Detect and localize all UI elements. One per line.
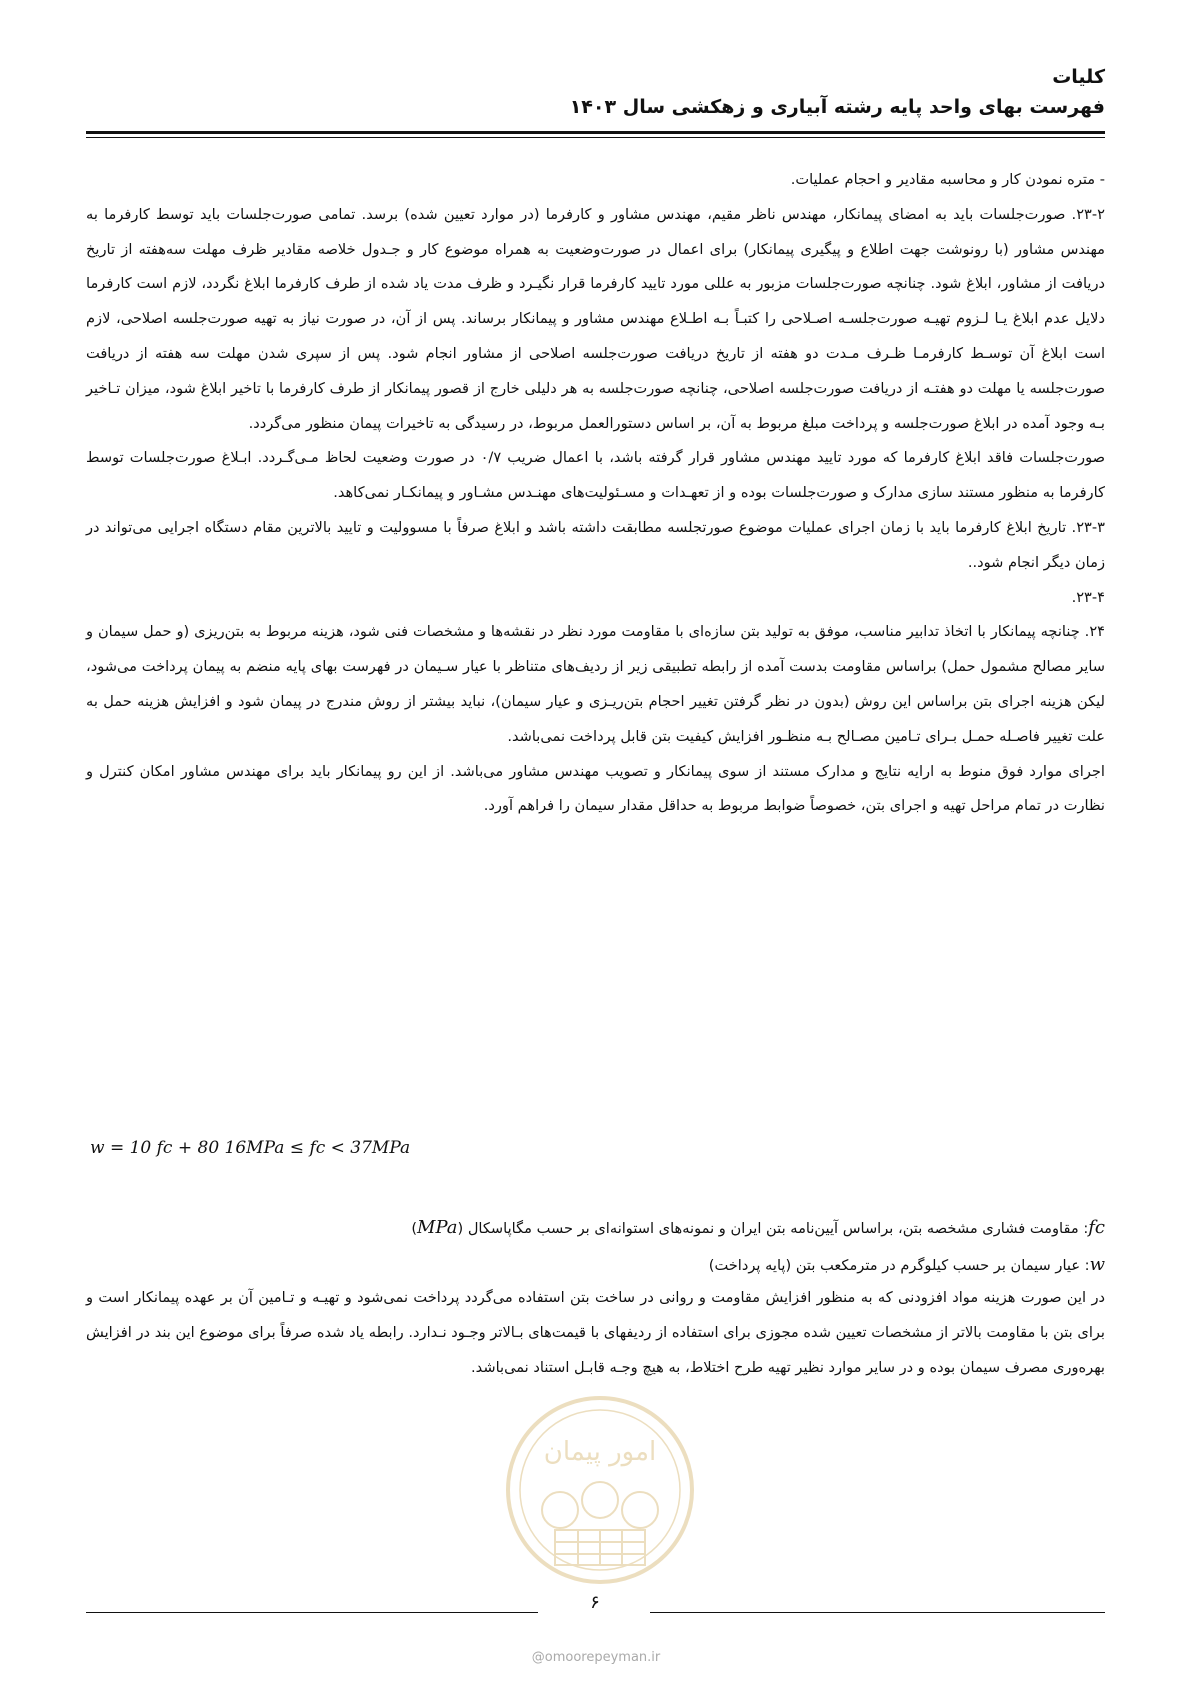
document-body (86, 163, 1105, 824)
paragraph: ۲۴. چنانچه پیمانکار با اتخاذ تدابیر مناسب، موفق به تولید بتن سازه‌ای با مقاومت مورد نظر در نقشه‌ها و مشخصات فنی شود، هزینه مربوط به بتن‌ریزی (و حمل سیمان و سایر مصالح مشمول حمل) براساس مقاومت بدست آمده از رابطه تطبیقی زیر از ردیف‌های متناظر با عیار سـیمان در فهرست بهای پایه منضم به پیمان پرداخت می‌شود، لیکن هزینه اجرای بتن براساس این روش (بدون در نظر گرفتن تغییر احجام بتن‌ریـزی و عیار سیمان)، نباید بیشتر از روش مندرج در پیمان شود و افزایش هزینه حمل به علت تغییر فاصـله حمـل بـرای تـامین مصـالح بـه منظـور افزایش کیفیت بتن قابل پرداخت نمی‌باشد. (86, 623, 1105, 745)
concrete-cement-formula: w = 10 fc + 80 16MPa ≤ fc < 37MPa (90, 1138, 411, 1158)
formula-definitions (86, 1210, 1105, 1284)
header-rule-thin (86, 137, 1105, 138)
paragraph: ۲۳-۲. صورت‌جلسات باید به امضای پیمانکار، مهندس ناظر مقیم، مهندس مشاور و کارفرما (در موارد تعیین شده) برسد. تمامی صورت‌جلسات باید توسط کارفرما به مهندس مشاور (با رونوشت جهت اطلاع و پیگیری پیمانکار) برای اعمال در صورت‌وضعیت به همراه موضوع کار و جـدول خلاصه مقادیر ظرف مهلت سه‌هفته از تاریخ دریافت از مشاور، ابلاغ شود. چنانچه صورت‌جلسات مزبور به عللی مورد تایید کارفرما قرار نگیـرد و ظرف مدت یاد شده از طرف کارفرما ابلاغ نگردد، لازم است کارفرما دلایل عدم ابلاغ یـا لـزوم تهیـه صورت‌جلسـه اصـلاحی را کتبـاً بـه اطـلاع مهندس مشاور و پیمانکار برساند. پس از آن، در صورت نیاز به تهیه صورت‌جلسه اصلاحی، لازم است ابلاغ آن توسـط کارفرمـا ظـرف مـدت دو هفته از تاریخ دریافت صورت‌جلسه اصلاحی از مشاور انجام شود. پس از سپری شدن مهلت سه هفته از دریافت صورت‌جلسه یا مهلت دو هفتـه از دریافت صورت‌جلسه اصلاحی، چنانچه صورت‌جلسه به هر دلیلی خارج از قصور پیمانکار از طرف کارفرما با تاخیر ابلاغ شود، میزان تـاخیر بـه وجود آمده در ابلاغ صورت‌جلسه و پرداخت مبلغ مربوط به آن، بر اساس دستورالعمل مربوط، در رسیدگی به تاخیرات پیمان منظور می‌گردد. (86, 205, 1105, 432)
header-title: کلیات (1052, 66, 1105, 88)
definition-w-text: : عیار سیمان بر حسب کیلوگرم در مترمکعب بتن (پایه پرداخت) (708, 1257, 1090, 1274)
header-subtitle: فهرست بهای واحد پایه رشته آبیاری و زهکشی سال ۱۴۰۳ (569, 96, 1105, 118)
paragraph: اجرای موارد فوق منوط به ارایه نتایج و مدارک مستند از سوی پیمانکار و تصویب مهندس مشاور می‌باشد. از این رو پیمانکار باید برای مهندس مشاور امکان کنترل و نظارت در تمام مراحل تهیه و اجرای بتن، خصوصاً ضوابط مربوط به حداقل مقدار سیمان را فراهم آورد. (86, 762, 1105, 815)
omoorepeyman-watermark-logo (500, 1390, 700, 1590)
website-watermark: @omoorepeyman.ir (531, 1650, 661, 1665)
definition-fc (86, 1210, 1105, 1247)
page-header (86, 62, 1105, 122)
unit-mpa: MPa (417, 1217, 458, 1238)
watermark-text: امور پیمان (543, 1437, 657, 1467)
definition-w (86, 1247, 1105, 1284)
page-number: ۶ (590, 1592, 600, 1613)
paragraph: ۲۳-۴. (1071, 588, 1105, 606)
closing-text (86, 1281, 1105, 1385)
symbol-fc: fc (1088, 1217, 1105, 1238)
paragraph: صورت‌جلسات فاقد ابلاغ کارفرما که مورد تایید مهندس مشاور قرار گرفته باشد، با اعمال ضریب ۰/۷ در صورت وضعیت لحاظ مـی‌گـردد. ابـلاغ صورت‌جلسات توسط کارفرما به منظور مستند سازی مدارک و صورت‌جلسات بوده و از تعهـدات و مسـئولیت‌های مهنـدس مشـاور و پیمانکـار نمی‌کاهد. (86, 449, 1105, 502)
symbol-w: w (1089, 1254, 1105, 1275)
definition-fc-text: : مقاومت فشاری مشخصه بتن، براساس آیین‌نامه بتن ایران و نمونه‌های استوانه‌ای بر حسب مگاپاسکال ( (457, 1220, 1089, 1237)
paragraph: ۲۳-۳. تاریخ ابلاغ کارفرما باید با زمان اجرای عملیات موضوع صورتجلسه مطابقت داشته باشد و ابلاغ صرفاً با مسوولیت و تایید بالاترین مقام دستگاه اجرایی می‌تواند در زمان دیگر انجام شود.. (86, 518, 1105, 571)
definition-fc-close: ) (411, 1220, 418, 1237)
footer-rule-right (650, 1612, 1105, 1613)
paragraph: - متره نمودن کار و محاسبه مقادیر و احجام عملیات. (790, 171, 1105, 188)
footer-rule-left (86, 1612, 538, 1613)
paragraph: در این صورت هزینه مواد افزودنی که به منظور افزایش مقاومت و روانی در ساخت بتن استفاده می‌گردد پرداخت نمی‌شود و تهیـه و تـامین آن بر عهده پیمانکار است و برای بتن با مقاومت بالاتر از مشخصات تعیین شده مجوزی برای استفاده از ردیفهای با قیمت‌های بـالاتر وجـود نـدارد. رابطه یاد شده صرفاً برای موضوع این بند در افزایش بهره‌وری مصرف سیمان بوده و در سایر موارد نظیر تهیه طرح اختلاط، به هیچ وجـه قابـل استناد نمی‌باشد. (86, 1289, 1105, 1376)
header-rule-thick (86, 131, 1105, 134)
